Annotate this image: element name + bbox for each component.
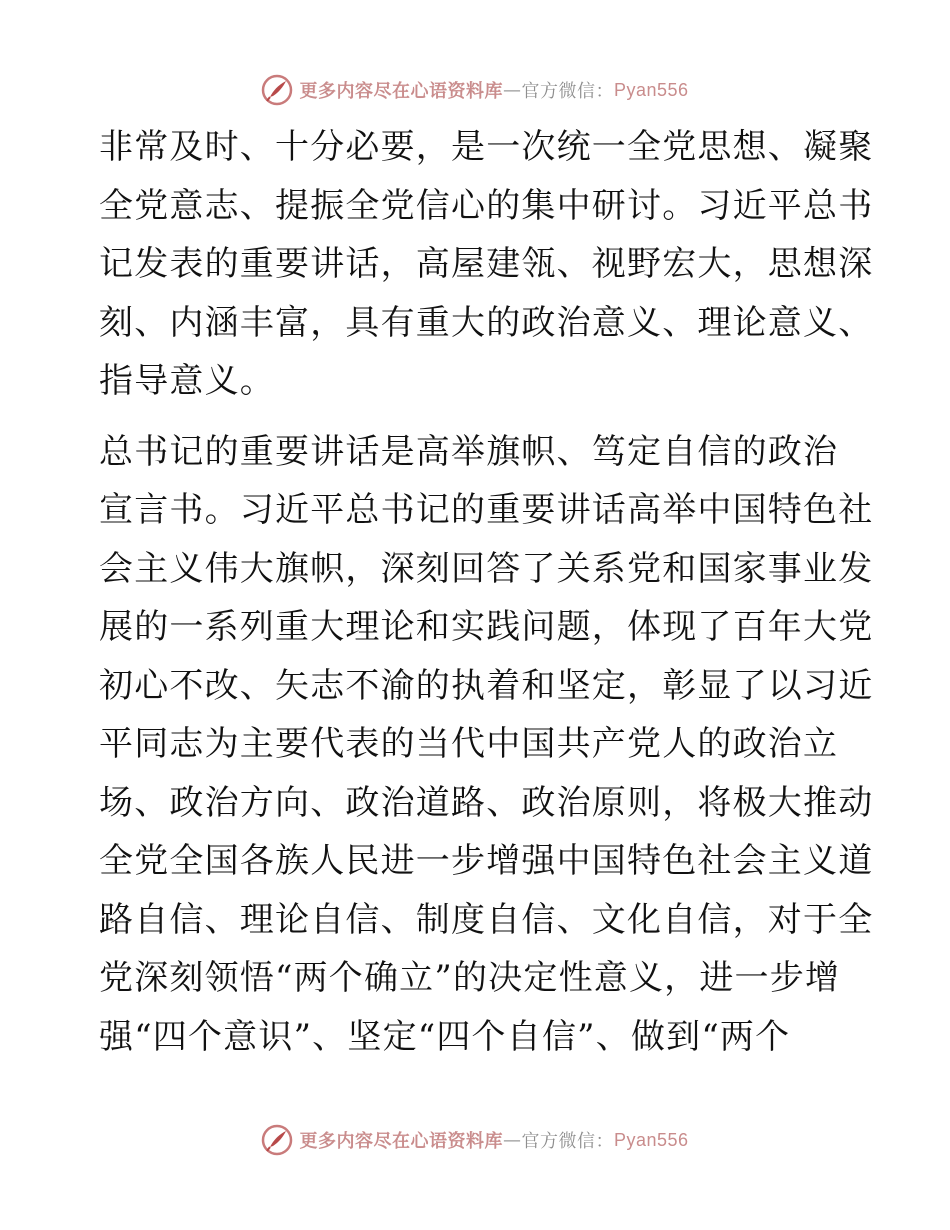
text-line: 全党全国各族人民进一步增强中国特色社会主义道 — [99, 841, 874, 881]
text-line: 会主义伟大旗帜，深刻回答了关系党和国家事业发 — [99, 548, 874, 589]
text-line: 非常及时、十分必要，是一次统一全党思想、凝聚 — [99, 127, 874, 167]
text-line: 平同志为主要代表的当代中国共产党人的政治立 — [99, 724, 839, 764]
text-line: 全党意志、提振全党信心的集中研讨。习近平总书 — [99, 185, 874, 226]
text-line: 初心不改、矢志不渝的执着和坚定，彰显了以习近 — [99, 665, 874, 706]
quill-logo-icon — [261, 74, 293, 106]
text-line: 总书记的重要讲话是高举旗帜、笃定自信的政治 — [99, 431, 839, 472]
watermark-dash: — — [502, 79, 522, 101]
watermark-contact-label: 官方微信： — [521, 81, 614, 102]
document-body — [99, 118, 874, 1066]
header-watermark — [0, 72, 950, 108]
text-line: 宣言书。习近平总书记的重要讲话高举中国特色社 — [99, 490, 874, 530]
text-line: 指导意义。 — [99, 361, 275, 401]
text-line: 场、政治方向、政治道路、政治原则，将极大推动 — [99, 782, 874, 823]
text-line: 刻、内涵丰富，具有重大的政治意义、理论意义、 — [99, 302, 874, 343]
watermark-dash: — — [502, 1129, 522, 1151]
watermark-contact-label: 官方微信： — [521, 1131, 614, 1152]
watermark-wechat-id: Pyan556 — [613, 79, 689, 100]
text-line: 路自信、理论自信、制度自信、文化自信，对于全 — [99, 899, 874, 940]
text-line: 党深刻领悟“两个确立”的决定性意义，进一步增 — [99, 958, 841, 998]
watermark-text: 更多内容尽在心语资料库 — [299, 1131, 503, 1152]
paragraph-2 — [99, 423, 874, 1067]
text-line: 记发表的重要讲话，高屋建瓴、视野宏大，思想深 — [99, 244, 874, 284]
paragraph-1 — [99, 118, 874, 411]
text-line: 展的一系列重大理论和实践问题，体现了百年大党 — [99, 607, 874, 647]
watermark-text: 更多内容尽在心语资料库 — [299, 81, 503, 102]
text-line: 强“四个意识”、坚定“四个自信”、做到“两个 — [99, 1016, 791, 1057]
watermark-wechat-id: Pyan556 — [613, 1129, 689, 1150]
footer-watermark — [0, 1122, 950, 1158]
paragraph-gap — [99, 411, 859, 423]
quill-logo-icon — [261, 1124, 293, 1156]
